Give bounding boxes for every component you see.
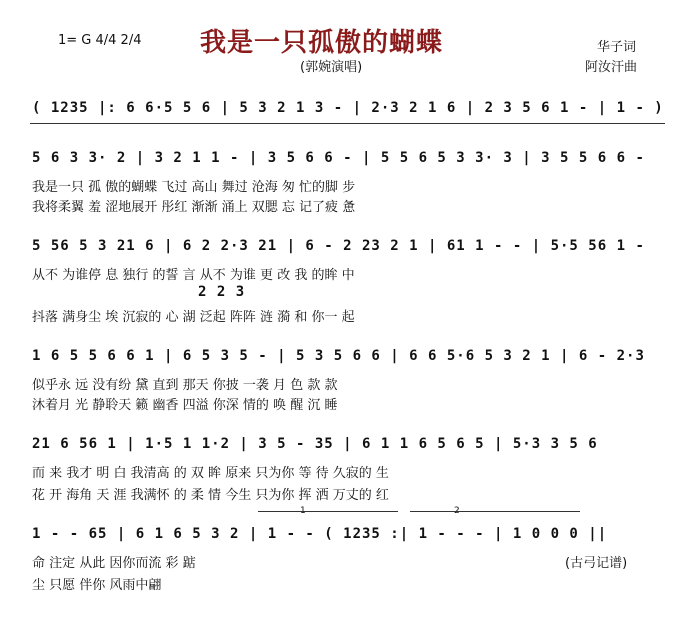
lyric-verse2-row2: 抖落 满身尘 埃 沉寂的 心 湖 泛起 阵阵 涟 漪 和 你一 起 (32, 310, 355, 325)
composer-credit: 阿汝汗曲 (585, 60, 638, 75)
notation-row-2: 5 56 5 3 21 6 | 6 2 2·3 21 | 6 - 2 23 2 1 | 61 1 - - | 5·5 56 1 - (32, 238, 645, 254)
notation-row-4: 21 6 56 1 | 1·5 1 1·2 | 3 5 - 35 | 6 1 1 6 5 6 5 | 5·3 3 5 6 (32, 436, 598, 452)
lyric-verse2-row5: 尘 只愿 伴你 风雨中翩 (32, 578, 162, 593)
lyric-verse2-row3: 沐着月 光 静聆天 籁 幽香 四溢 你深 情的 唤 醒 沉 睡 (32, 398, 338, 413)
transcriber-note: (古弓记谱) (565, 556, 628, 571)
volta-2-bracket (410, 511, 580, 512)
lyric-verse1-row2: 从不 为谁停 息 独行 的誓 言 从不 为谁 更 改 我 的眸 中 (32, 268, 355, 283)
key-signature: 1= G 4/4 2/4 (58, 33, 142, 48)
lyric-verse2-row4: 花 开 海角 天 涯 我满怀 的 柔 情 今生 只为你 挥 洒 万丈的 红 (32, 488, 389, 503)
volta-1-label: 1 (300, 506, 306, 516)
lyric-verse2-row1: 我将柔翼 羞 涩地展开 彤红 渐渐 涌上 双腮 忘 记了疲 惫 (32, 200, 356, 215)
notation-row-intro: ( 1235 |: 6 6·5 5 6 | 5 3 2 1 3 - | 2·3 2 1 6 | 2 3 5 6 1 - | 1 - ) (32, 100, 664, 116)
lyric-verse1-row4: 而 来 我才 明 白 我清高 的 双 眸 原来 只为你 等 待 久寂的 生 (32, 466, 389, 481)
song-title: 我是一只孤傲的蝴蝶 (200, 28, 444, 58)
notation-row-2-alt: 2 2 3 (198, 284, 246, 300)
row-divider (30, 123, 665, 124)
lyric-verse1-row1: 我是一只 孤 傲的蝴蝶 飞过 高山 舞过 沧海 匆 忙的脚 步 (32, 180, 356, 195)
notation-row-5: 1 - - 65 | 6 1 6 5 3 2 | 1 - - ( 1235 :| 1 - - - | 1 0 0 0 || (32, 526, 608, 542)
volta-1-bracket (258, 511, 398, 512)
notation-row-1: 5 6 3 3· 2 | 3 2 1 1 - | 3 5 6 6 - | 5 5 6 5 3 3· 3 | 3 5 5 6 6 - (32, 150, 645, 166)
performer-subtitle: (郭婉演唱) (300, 60, 363, 75)
notation-row-3: 1 6 5 5 6 6 1 | 6 5 3 5 - | 5 3 5 6 6 | 6 6 5·6 5 3 2 1 | 6 - 2·3 (32, 348, 645, 364)
volta-2-label: 2 (454, 506, 460, 516)
lyricist-credit: 华子词 (597, 40, 637, 55)
lyric-verse1-row3: 似乎永 远 没有纷 黛 直到 那天 你披 一袭 月 色 款 款 (32, 378, 338, 393)
lyric-verse1-row5: 命 注定 从此 因你而流 彩 踮 (32, 556, 196, 571)
